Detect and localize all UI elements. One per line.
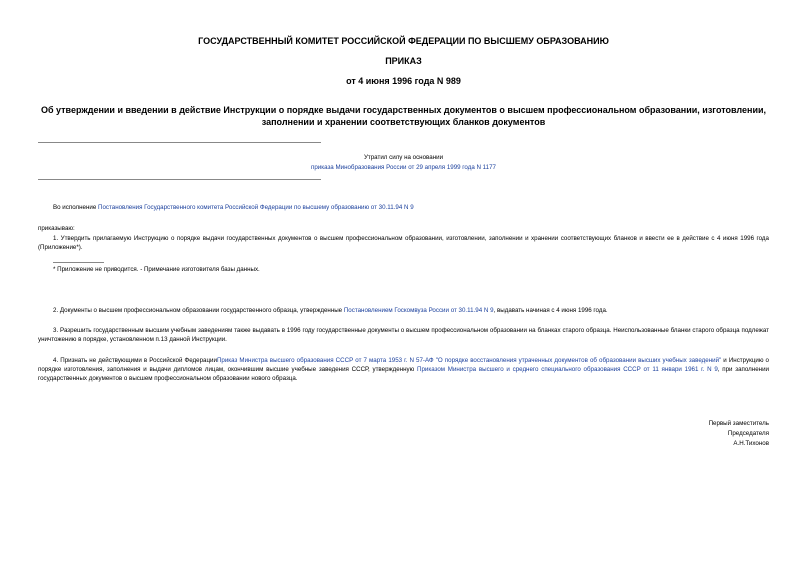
item-4-suffix: , при заполнении государственных документов о высшем профессиональном образовании нового образца.: [38, 366, 769, 382]
footnote-rule: [53, 262, 104, 263]
status-rule-bottom: [38, 179, 321, 180]
footnote: * Приложение не приводится. - Примечание изготовителя базы данных.: [53, 266, 260, 273]
repeal-order-link[interactable]: приказа Минобразования России от 29 апреля 1999 года N 1177: [311, 164, 496, 171]
document-title: Об утверждении и введении в действие Инструкции о порядке выдачи государственных документов о высшем профессиональном образовании, изготовлении, заполнении и хранении соответствующих бланков документов: [40, 105, 767, 127]
minister-1961-order-link[interactable]: Приказом Министра высшего и среднего специального образования СССР от 11 январи 1961 г. N 9: [417, 366, 718, 373]
doc-type-heading: ПРИКАЗ: [385, 56, 422, 66]
item-1: 1. Утвердить прилагаемую Инструкцию о порядке выдачи государственных документов о высшем профессиональном образовании, изготовлении, заполнении и хранении соответствующих бланков и ввести ее в действие с 4 июня 1996 года (Приложение*).: [38, 235, 769, 251]
intro-paragraph: [53, 203, 769, 212]
status-rule-top: [38, 142, 321, 143]
status-link-line: [38, 163, 769, 172]
signature-position: Первый заместитель: [708, 420, 769, 427]
resolution-link[interactable]: Постановления Государственного комитета Российской Федерации по высшему образованию от 30.11.94 N 9: [98, 204, 414, 211]
minister-1953-order-link[interactable]: Приказ Министра высшего образования СССР от 7 марта 1953 г. N 57-АФ "О порядке восстановления утраченных документов об образовании высших учебных заведений": [216, 357, 722, 364]
goskomvuz-resolution-link[interactable]: Постановлением Госкомвуза России от 30.11.94 N 9: [343, 307, 494, 314]
item-3: 3. Разрешить государственным высшим учебным заведениям также выдавать в 1996 году государственные документы о высшем профессиональном образовании на бланках старого образца. Неиспользованные бланки старого образца подлежат уничтожению в порядке, установленном п.13 данной Инструкции.: [38, 327, 769, 343]
item-2-suffix: , выдавать начиная с 4 июня 1996 года.: [493, 307, 608, 314]
order-word: приказываю:: [38, 225, 75, 232]
status-text: Утратил силу на основании: [363, 154, 444, 161]
item-2: [38, 306, 769, 315]
signature-name: А.Н.Тихонов: [733, 440, 769, 447]
signature-block: [709, 419, 769, 449]
item-4: [38, 356, 769, 383]
intro-prefix: Во исполнение: [53, 204, 98, 211]
date-number-heading: от 4 июня 1996 года N 989: [346, 76, 461, 86]
agency-heading: ГОСУДАРСТВЕННЫЙ КОМИТЕТ РОССИЙСКОЙ ФЕДЕРАЦИИ ПО ВЫСШЕМУ ОБРАЗОВАНИЮ: [198, 36, 609, 46]
item-2-prefix: 2. Документы о высшем профессиональном образовании государственного образца, утвержденные: [53, 307, 344, 314]
item-4-prefix: 4. Признать не действующими в Российской Федерации: [53, 357, 217, 364]
item-4-mid: и Инструкцию о порядке изготовления, заполнения и выдачи дипломов лицам, окончившим высшие учебные заведения СССР, утвержденную: [38, 357, 769, 373]
signature-title: Председателя: [727, 430, 769, 437]
